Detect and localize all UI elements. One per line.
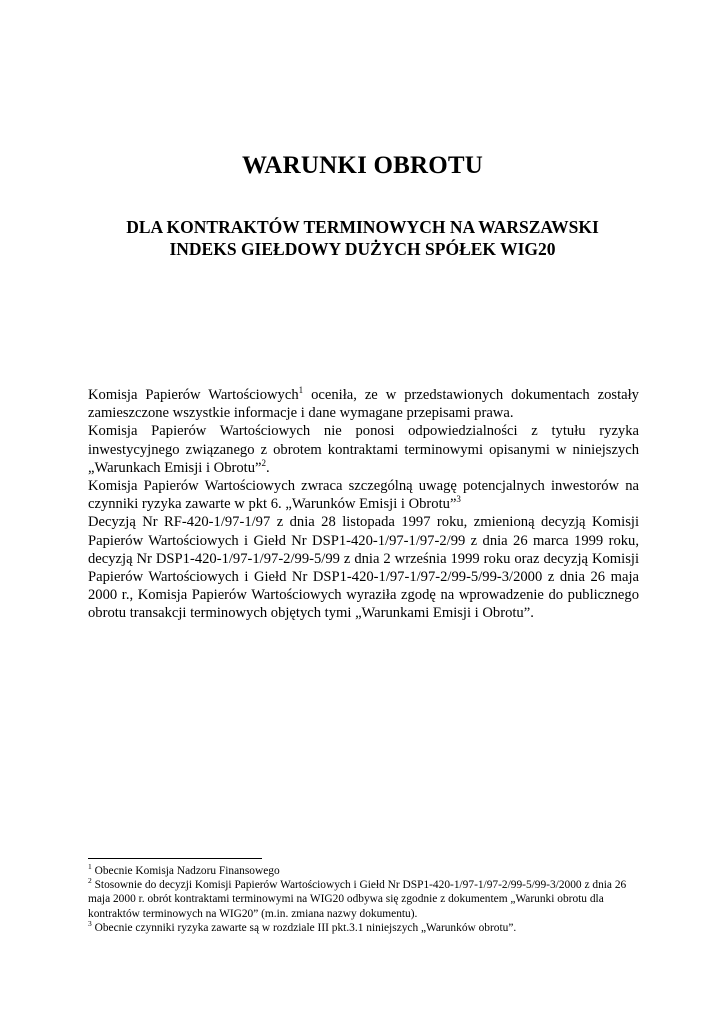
paragraph-1-text-a: Komisja Papierów Wartościowych <box>88 387 299 403</box>
paragraph-1-text-b: oceniła, ze w przedstawionych dokumentach zostały zamieszczone wszystkie informacje i dane wymagane przepisami prawa. <box>88 387 639 422</box>
footnote-number-2: 2 <box>88 876 92 886</box>
footnote-number-1: 1 <box>88 862 92 871</box>
document-subtitle <box>60 216 665 260</box>
subtitle-line-1: DLA KONTRAKTÓW TERMINOWYCH NA WARSZAWSKI <box>126 217 599 237</box>
footnote-number-3: 3 <box>88 918 92 928</box>
paragraph-1 <box>88 386 639 422</box>
footnote-3 <box>88 918 639 935</box>
paragraph-2-text-b: . <box>266 459 270 476</box>
paragraph-2 <box>88 422 639 477</box>
footnote-1 <box>88 864 639 878</box>
paragraph-3 <box>88 477 639 513</box>
paragraph-2-text-a: Komisja Papierów Wartościowych nie ponosi odpowiedzialności z tytułu ryzyka inwestycyjnego związanego z obrotem kontraktami terminowymi opisanymi w niniejszych „Warunkach Emisji i Obrotu” <box>88 423 639 476</box>
document-body <box>88 386 639 623</box>
footnote-2 <box>88 878 639 921</box>
footnote-ref-3: 3 <box>456 494 461 505</box>
subtitle-line-2: INDEKS GIEŁDOWY DUŻYCH SPÓŁEK WIG20 <box>169 239 556 259</box>
footnote-ref-1: 1 <box>298 385 304 395</box>
footnote-text-2: Stosownie do decyzji Komisji Papierów Wartościowych i Giełd Nr DSP1-420-1/97-1/97-2/99-5/99-3/2000 z dnia 26 maja 2000 r. obrót kontraktami terminowymi na WIG20 odbywa się zgodnie z dokumentem „Warunki obrotu dla kontraktów terminowych na WIG20” (m.in. zmiana nazwy dokumentu). <box>88 879 627 920</box>
document-title: WARUNKI OBROTU <box>241 152 484 179</box>
footnote-text-3: Obecnie czynniki ryzyka zawarte są w rozdziale III pkt.3.1 niniejszych „Warunków obrotu”. <box>91 921 517 934</box>
footnote-separator <box>88 858 262 859</box>
paragraph-4: Decyzją Nr RF-420-1/97-1/97 z dnia 28 listopada 1997 roku, zmienioną decyzją Komisji Papierów Wartościowych i Giełd Nr DSP1-420-1/97-1/97-2/99 z dnia 26 marca 1999 roku, decyzją Nr DSP1-420-1/97-1/97-2/99-5/99 z dnia 2 września 1999 roku oraz decyzją Komisji Papierów Wartościowych i Giełd Nr DSP1-420-1/97-1/97-2/99-5/99-3/2000 z dnia 26 maja 2000 r., Komisja Papierów Wartościowych wyraziła zgodę na wprowadzenie do publicznego obrotu transakcji terminowych objętych tymi „Warunkami Emisji i Obrotu”. <box>88 514 639 622</box>
paragraph-3-text: Komisja Papierów Wartościowych zwraca szczególną uwagę potencjalnych inwestorów na czynniki ryzyka zawarte w pkt 6. „Warunków Emisji i Obrotu” <box>88 478 639 513</box>
footnotes <box>88 864 639 935</box>
footnote-text-1: Obecnie Komisja Nadzoru Finansowego <box>91 865 280 877</box>
footnote-ref-2: 2 <box>261 457 266 468</box>
